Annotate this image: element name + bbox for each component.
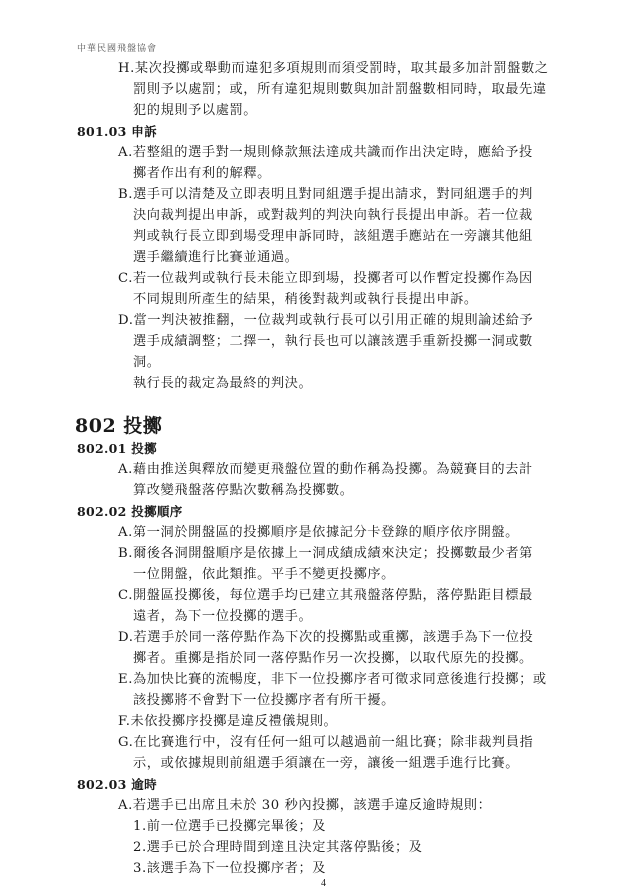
rule-802-02-g-line-1: G.在比賽進行中，沒有任何一組可以越過前一組比賽；除非裁判員指 <box>118 735 534 750</box>
rule-802-02-b-line-1: B.爾後各洞開盤順序是依據上一洞成績成績來決定；投擲數最少者第 <box>118 546 533 561</box>
section-heading-802-01: 802.01 投擲 <box>77 441 157 456</box>
rule-801-03-d-line-2: 選手成績調整；二擇一，執行長也可以讓該選手重新投擲一洞或數 <box>133 334 533 349</box>
rule-802-01-a-line-2: 算改變飛盤落停點次數稱為投擲數。 <box>133 483 354 498</box>
chapter-heading-802: 802 投擲 <box>75 415 163 437</box>
rule-801-03-c-line-2: 不同規則所產生的結果，稍後對裁判或執行長提出申訴。 <box>133 292 478 307</box>
rule-802-03-a-condition-1: 1.前一位選手已投擲完畢後；及 <box>133 819 327 834</box>
rule-802-03-a-line-1: A.若選手已出席且未於 30 秒內投擲，該選手違反逾時規則： <box>118 798 492 813</box>
rule-801-03-c-line-1: C.若一位裁判或執行長未能立即到場，投擲者可以作暫定投擲作為因 <box>118 271 533 286</box>
rule-801-03-a-line-2: 擲者作出有利的解釋。 <box>133 166 271 181</box>
rule-801-02-h-line-2: 罰則予以處罰；或，所有違犯規則數與加計罰盤數相同時，取最先違 <box>133 82 547 97</box>
running-header: 中華民國飛盤協會 <box>77 44 158 54</box>
rule-802-02-g-line-2: 示，或依據規則前組選手須讓在一旁，讓後一組選手進行比賽。 <box>133 756 520 771</box>
rule-801-03-d-line-4: 執行長的裁定為最終的判決。 <box>133 376 313 391</box>
rule-802-03-a-condition-2: 2.選手已於合理時間到達且決定其落停點後；及 <box>133 840 423 855</box>
rule-801-03-d-line-1: D.當一判決被推翻，一位裁判或執行長可以引用正確的規則論述給予 <box>118 313 534 328</box>
section-heading-802-02: 802.02 投擲順序 <box>77 504 183 519</box>
rule-801-03-d-line-3: 洞。 <box>133 355 161 370</box>
rule-802-02-f-line-1: F.未依投擲序投擲是違反禮儀規則。 <box>118 714 338 729</box>
rule-802-03-a-condition-3: 3.該選手為下一位投擲序者；及 <box>133 861 327 876</box>
rule-801-02-h-line-3: 犯的規則予以處罰。 <box>133 103 258 118</box>
section-heading-801-03: 801.03 申訴 <box>77 124 157 139</box>
rule-802-02-e-line-2: 該投擲將不會對下一位投擲序者有所干擾。 <box>133 693 395 708</box>
section-heading-802-03: 802.03 逾時 <box>77 777 157 792</box>
rule-802-02-d-line-2: 擲者。重擲是指於同一落停點作另一次投擲，以取代原先的投擲。 <box>133 651 533 666</box>
rule-802-02-c-line-2: 遠者，為下一位投擲的選手。 <box>133 609 313 624</box>
rule-802-02-a-line-1: A.第一洞於開盤區的投擲順序是依據記分卡登錄的順序依序開盤。 <box>118 525 519 540</box>
rule-801-03-b-line-3: 判或執行長立即到場受理申訴同時，該組選手應站在一旁讓其他組 <box>133 229 533 244</box>
rule-801-02-h-line-1: H.某次投擲或舉動而違犯多項規則而須受罰時，取其最多加計罰盤數之 <box>118 61 549 76</box>
rule-802-02-c-line-1: C.開盤區投擲後，每位選手均已建立其飛盤落停點，落停點距目標最 <box>118 588 533 603</box>
rule-802-02-b-line-2: 一位開盤，依此類推。平手不變更投擲序。 <box>133 567 395 582</box>
rule-802-02-e-line-1: E.為加快比賽的流暢度，非下一位投擲序者可徵求同意後進行投擲；或 <box>118 672 547 687</box>
rule-802-02-d-line-1: D.若選手於同一落停點作為下次的投擲點或重擲，該選手為下一位投 <box>118 630 534 645</box>
rule-802-01-a-line-1: A.藉由推送與釋放而變更飛盤位置的動作稱為投擲。為競賽目的去計 <box>118 462 533 477</box>
rule-801-03-b-line-4: 選手繼續進行比賽並通過。 <box>133 250 299 265</box>
rule-801-03-b-line-1: B.選手可以清楚及立即表明且對同組選手提出請求，對同組選手的判 <box>118 187 533 202</box>
rule-801-03-a-line-1: A.若整組的選手對一規則條款無法達成共識而作出決定時，應給予投 <box>118 145 533 160</box>
rule-801-03-b-line-2: 決向裁判提出申訴，或對裁判的判決向執行長提出申訴。若一位裁 <box>133 208 533 223</box>
page-number: 4 <box>321 878 326 889</box>
